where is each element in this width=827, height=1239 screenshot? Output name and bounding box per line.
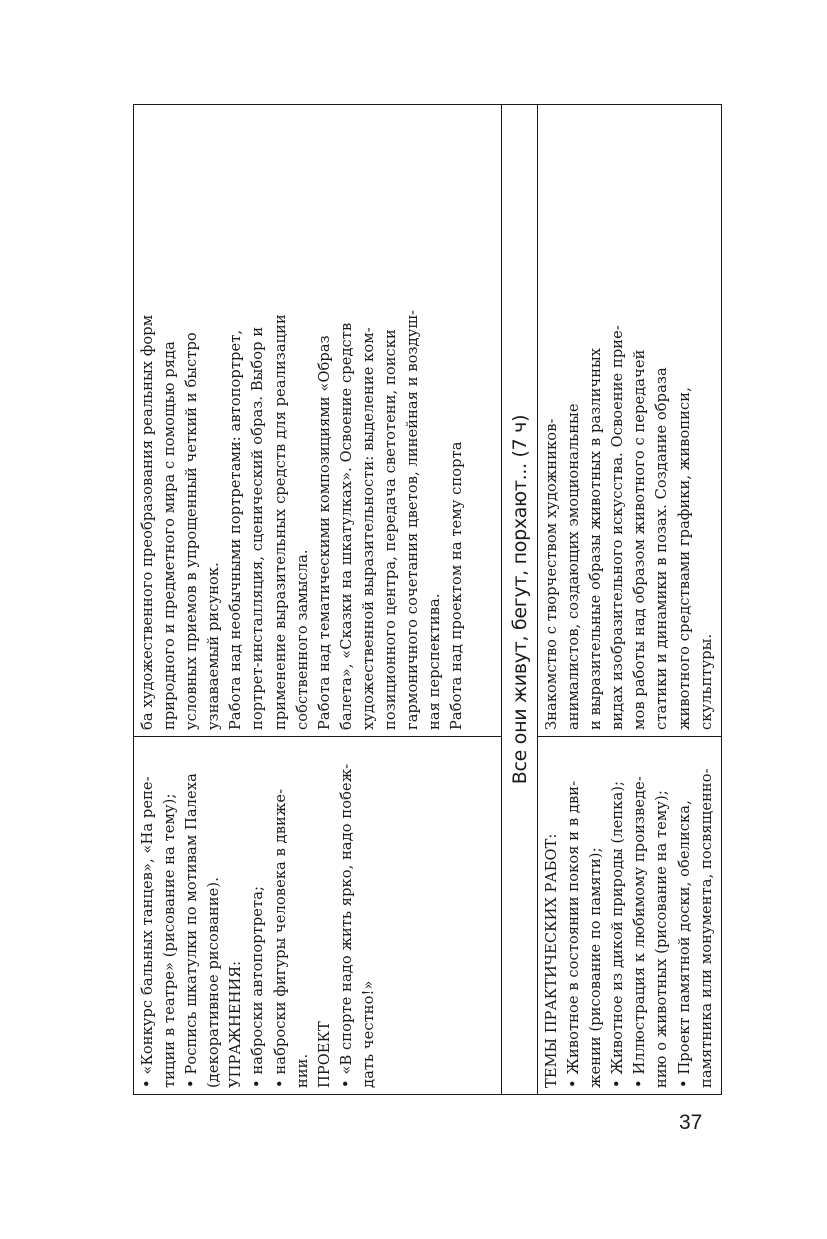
row2-left-cell — [538, 737, 722, 1095]
text-line: мов работы над образом животного с передачей — [631, 349, 649, 730]
text-line: • Иллюстрация к любимому произведе- — [631, 776, 649, 1088]
text-line: жении (рисование по памяти); — [587, 847, 605, 1088]
row1-left-text — [137, 743, 380, 1088]
text-line: дать честно!» — [359, 980, 377, 1088]
text-line: анималистов, создающих эмоциональные — [565, 403, 583, 730]
section-row — [502, 105, 538, 1095]
text-line: гармоничного сочетания цветов, линейная и воздуш- — [404, 309, 422, 730]
row2-right-text — [541, 111, 718, 730]
text-line: ПРОЕКТ — [315, 1021, 333, 1088]
text-line: • Животное из дикой природы (лепка); — [609, 780, 627, 1088]
text-line: тиции в театре» (рисование на тему); — [161, 793, 179, 1088]
section-cell — [502, 105, 538, 1095]
text-line: • «Конкурс бальных танцев», «На репе- — [139, 776, 156, 1088]
page-number: 37 — [679, 1111, 703, 1134]
text-line: • «В спорте надо жить ярко, надо побеж- — [337, 763, 355, 1088]
text-line: условных приемов в упрощенный четкий и быстро — [183, 332, 201, 730]
text-line: Работа над необычными портретами: автопортрет, — [227, 329, 245, 730]
section-title: Все они живут, бегут, порхают... (7 ч) — [508, 414, 531, 785]
row2-left-text — [541, 743, 718, 1088]
text-line: • наброски фигуры человека в движе- — [271, 788, 289, 1088]
text-line: • Животное в состоянии покоя и в дви- — [565, 780, 583, 1088]
text-line: памятника или монумента, посвященно- — [697, 768, 715, 1088]
text-line: Знакомство с творчеством художников- — [543, 418, 560, 730]
text-line: нию о животных (рисование на тему); — [653, 790, 671, 1088]
row1-right-cell — [134, 105, 502, 737]
curriculum-table — [133, 104, 722, 1095]
text-line: портрет-инсталляция, сценический образ. Выбор и — [249, 326, 267, 730]
text-line: • наброски автопортрета; — [249, 885, 267, 1088]
row1-right-text — [137, 111, 468, 730]
text-line: видах изобразительного искусства. Освоение прие- — [609, 325, 627, 730]
text-line: применение выразительных средств для реализации — [271, 314, 289, 730]
text-line: ная перспектива. — [426, 593, 444, 730]
text-line: скульптуры. — [697, 633, 715, 730]
row1-left-cell — [134, 737, 502, 1095]
text-line: собственного замысла. — [293, 549, 311, 730]
text-line: (декоративное рисование). — [205, 877, 223, 1088]
rotated-page-content — [133, 105, 715, 1095]
table-row — [134, 105, 502, 1095]
text-line: Работа над тематическими композициями «Образ — [315, 335, 333, 730]
text-line: балета», «Сказки на шкатулках». Освоение средств — [337, 322, 355, 730]
text-line: Работа над проектом на тему спорта — [448, 441, 466, 730]
text-line: • Роспись шкатулки по мотивам Палеха — [183, 773, 201, 1088]
text-line: позиционного центра, передача светотени, поиски — [382, 329, 400, 730]
text-line: узнаваемый рисунок. — [205, 562, 223, 730]
row2-right-cell — [538, 105, 722, 737]
text-line: и выразительные образы животных в различных — [587, 347, 605, 730]
text-line: природного и предметного мира с помощью ряда — [161, 341, 179, 730]
text-line: УПРАЖНЕНИЯ: — [227, 960, 245, 1088]
text-line: • Проект памятной доски, обелиска, — [675, 800, 693, 1088]
text-line: ТЕМЫ ПРАКТИЧЕСКИХ РАБОТ: — [543, 833, 560, 1088]
text-line: художественной выразительности: выделение ком- — [359, 327, 377, 730]
text-line: животного средствами графики, живописи, — [675, 387, 693, 730]
table-row — [538, 105, 722, 1095]
text-line: ба художественного преобразования реальных форм — [139, 314, 156, 730]
text-line: статики и динамики в позах. Создание образа — [653, 367, 671, 730]
text-line: нии. — [293, 1053, 311, 1088]
